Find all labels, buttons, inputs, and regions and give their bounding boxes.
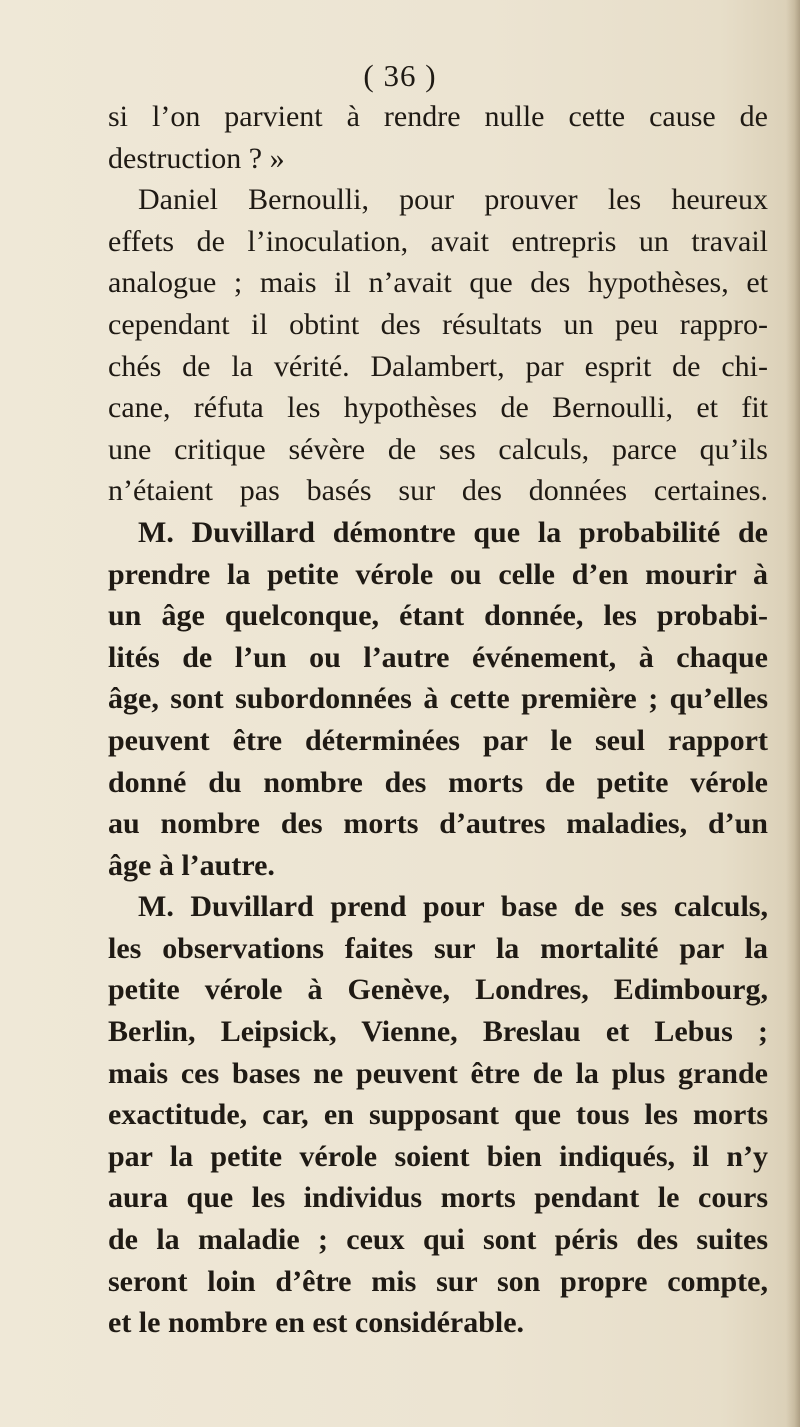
text-line: de la maladie ; ceux qui sont péris des suites [108, 1223, 768, 1257]
text-line: destruction ? » [108, 141, 285, 175]
text-line: au nombre des morts d’autres maladies, d’un [108, 807, 768, 841]
page-number: ( 36 ) [363, 58, 437, 93]
text-line: aura que les individus morts pendant le cours [108, 1181, 768, 1215]
paragraph-4 [108, 886, 768, 1344]
text-line: âge à l’autre. [108, 848, 275, 882]
text-line: effets de l’inoculation, avait entrepris un travail [108, 224, 768, 258]
text-line: cane, réfuta les hypothèses de Bernoulli, et fit [108, 391, 768, 425]
body-text [108, 96, 768, 1344]
text-line: peuvent être déterminées par le seul rapport [108, 723, 768, 757]
text-line: petite vérole à Genève, Londres, Edimbourg, [108, 973, 768, 1007]
text-line: M. Duvillard prend pour base de ses calculs, [138, 890, 768, 924]
text-line: si l’on parvient à rendre nulle cette cause de [108, 100, 768, 133]
text-line: et le nombre en est considérable. [108, 1306, 525, 1340]
text-line: Daniel Bernoulli, pour prouver les heureux [138, 183, 768, 217]
paragraph-1 [108, 96, 768, 179]
text-line: analogue ; mais il n’avait que des hypothèses, et [108, 266, 768, 300]
text-line: Berlin, Leipsick, Vienne, Breslau et Lebus ; [108, 1015, 768, 1049]
text-line: mais ces bases ne peuvent être de la plus grande [108, 1056, 768, 1090]
text-line: exactitude, car, en supposant que tous les morts [108, 1098, 768, 1132]
text-line: une critique sévère de ses calculs, parce qu’ils [108, 432, 768, 466]
text-line: prendre la petite vérole ou celle d’en mourir à [108, 557, 768, 591]
paragraph-2 [108, 179, 768, 512]
text-line: lités de l’un ou l’autre événement, à chaque [108, 640, 768, 674]
text-line: les observations faites sur la mortalité par la [108, 931, 768, 965]
text-line: chés de la vérité. Dalambert, par esprit de chi- [108, 349, 768, 383]
paragraph-3 [108, 512, 768, 886]
page-edge-shadow [786, 0, 800, 1427]
text-line: cependant il obtint des résultats un peu rappro- [108, 307, 768, 341]
text-line: n’étaient pas basés sur des données certaines. [108, 474, 768, 508]
text-line: seront loin d’être mis sur son propre compte, [108, 1264, 768, 1298]
text-line: un âge quelconque, étant donnée, les probabi- [108, 599, 768, 633]
text-line: âge, sont subordonnées à cette première ; qu’elles [108, 682, 768, 716]
text-line: M. Duvillard démontre que la probabilité de [138, 515, 768, 549]
text-line: donné du nombre des morts de petite vérole [108, 765, 768, 799]
text-line: par la petite vérole soient bien indiqués, il n’y [108, 1139, 768, 1173]
